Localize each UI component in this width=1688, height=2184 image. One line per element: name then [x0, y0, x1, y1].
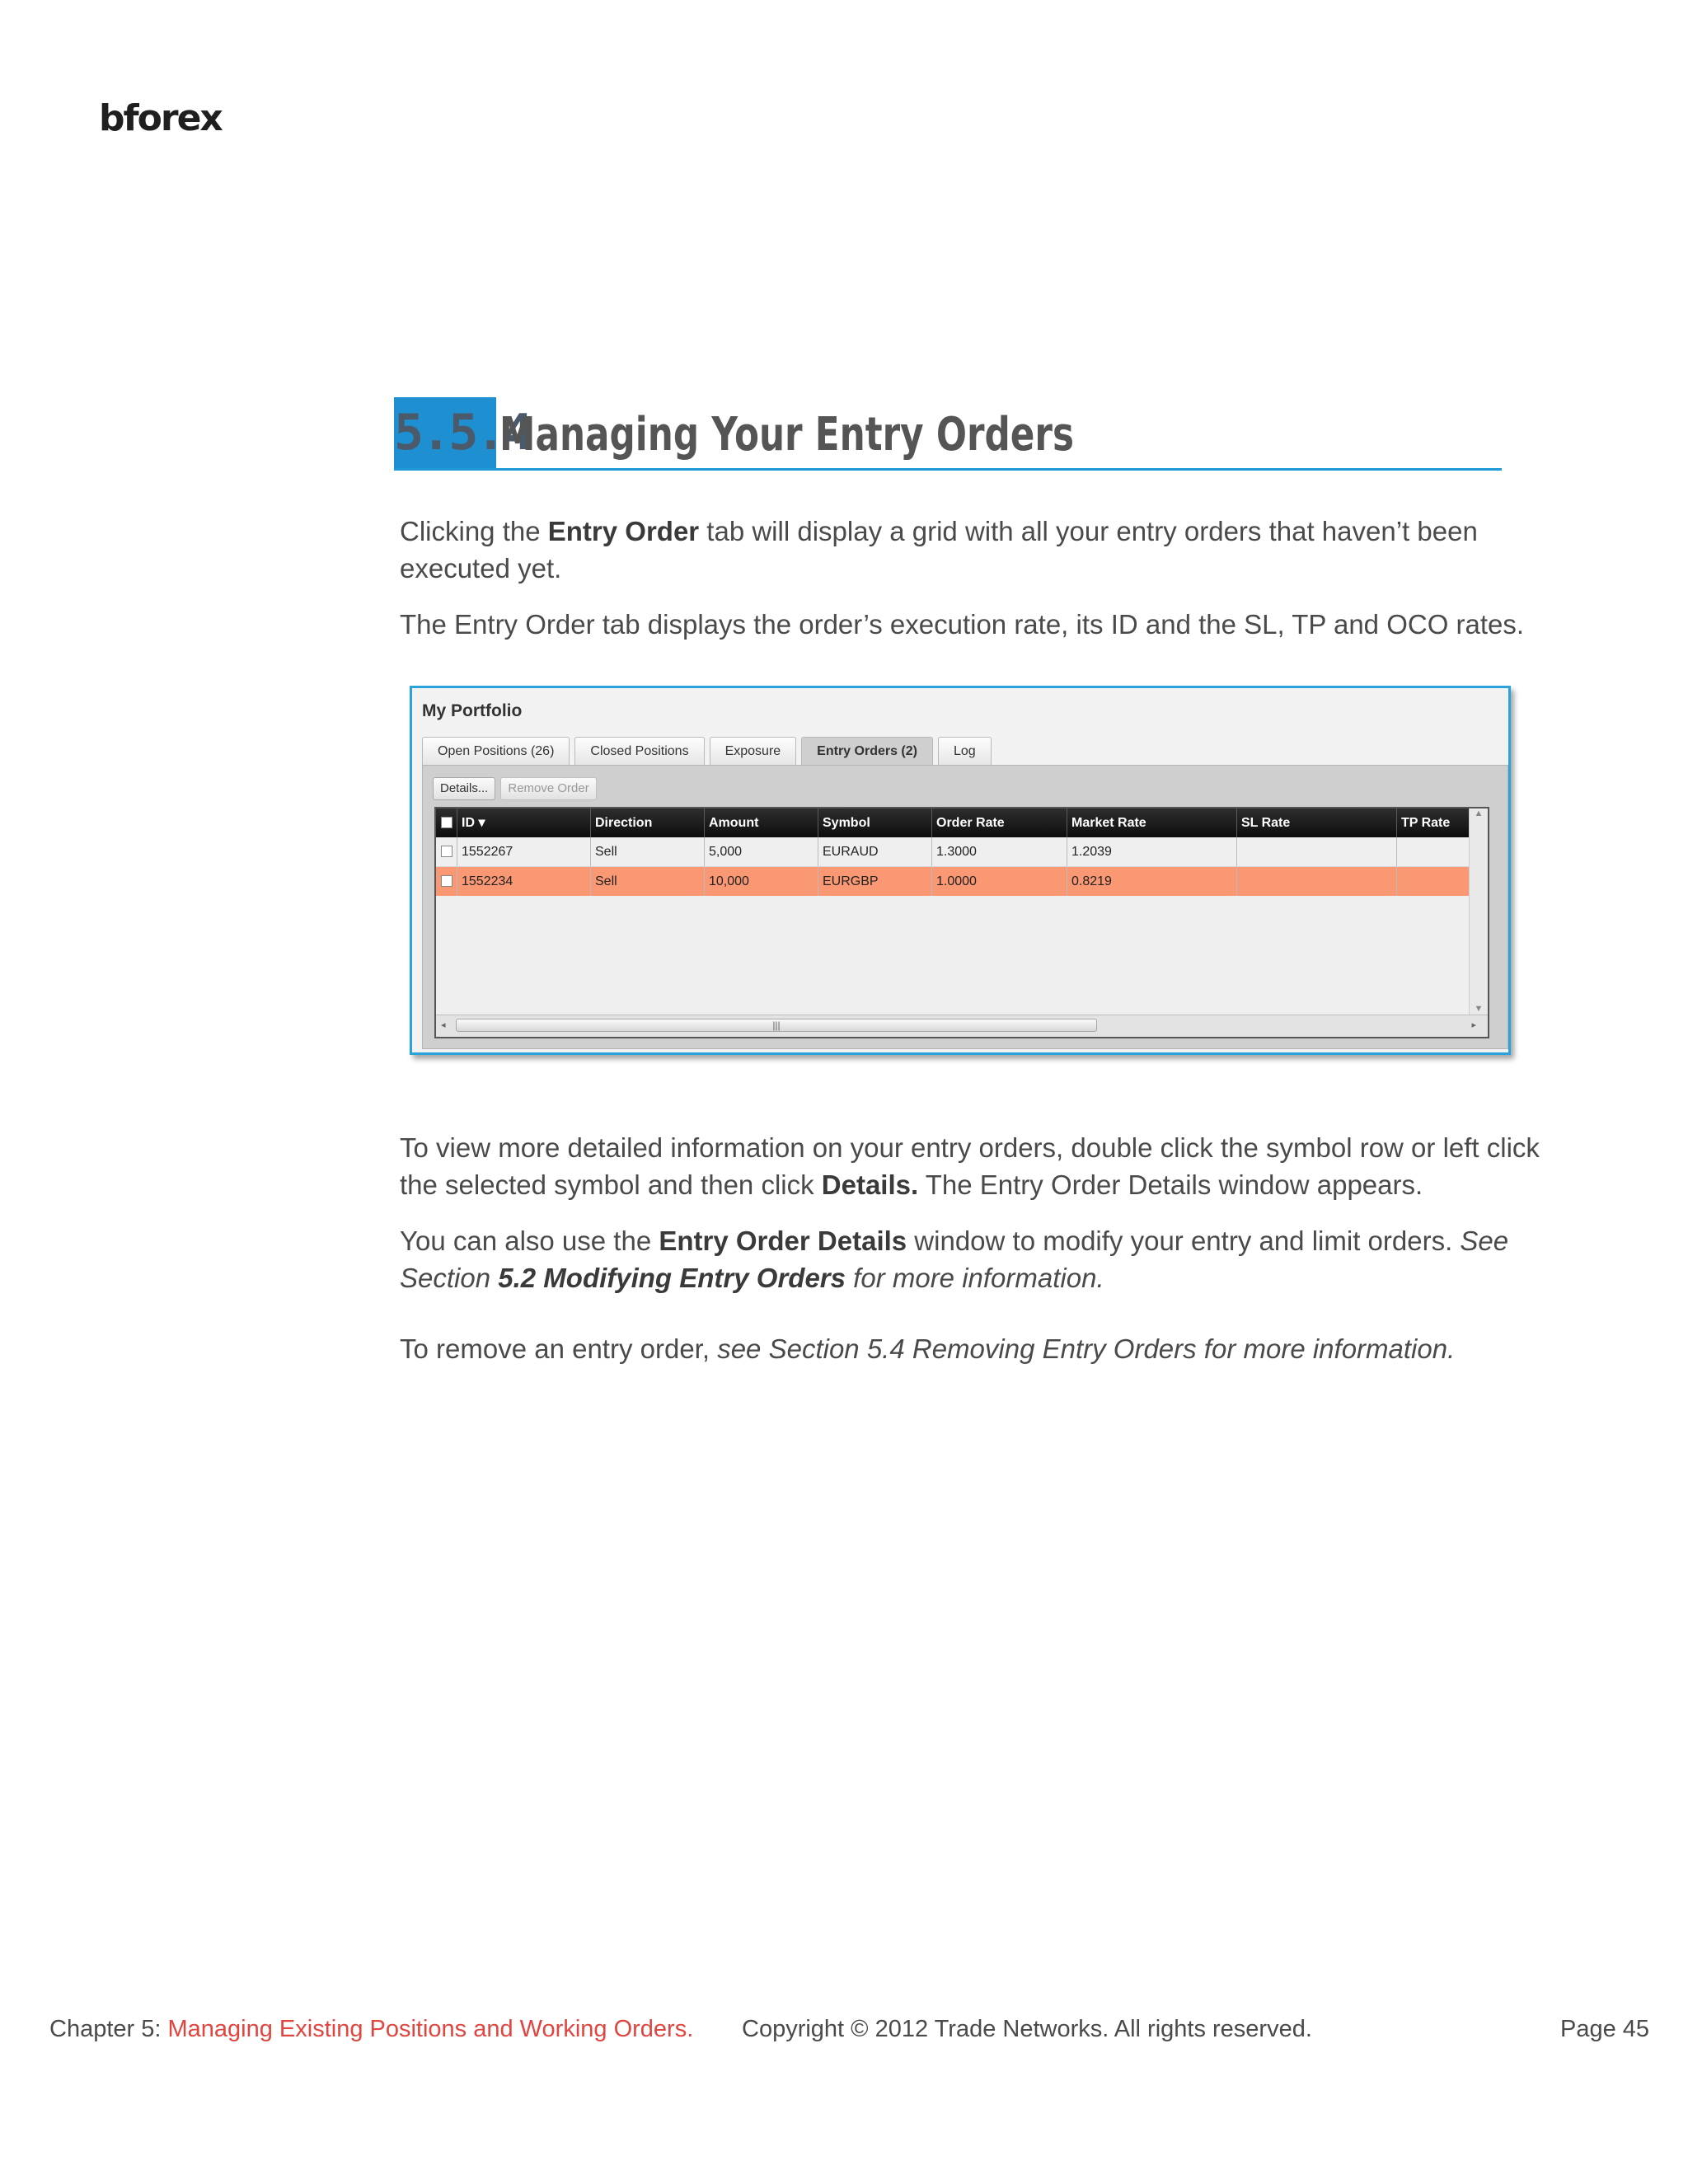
- table-row[interactable]: [436, 837, 1471, 867]
- select-all-cell: [436, 808, 457, 837]
- chapter-link[interactable]: Managing Existing Positions and Working Orders.: [167, 2016, 694, 2042]
- cell-tp-rate: [1397, 867, 1471, 896]
- section-heading: [394, 396, 1502, 471]
- column-header-amount[interactable]: Amount: [705, 808, 818, 837]
- paragraph-modify: [400, 1222, 1554, 1296]
- tab-log[interactable]: Log: [938, 737, 992, 765]
- horizontal-scrollbar[interactable]: [436, 1015, 1488, 1037]
- text: To view more detailed information on your entry orders, double click the symbol row or left click the selected symbol and then click: [400, 1132, 1540, 1200]
- footer-copyright: Copyright © 2012 Trade Networks. All rights reserved.: [742, 2016, 1312, 2042]
- bforex-logo: bforex: [99, 97, 222, 139]
- text: Clicking the: [400, 516, 548, 546]
- text: tab will display a grid with all your entry orders that haven’t been executed yet.: [400, 516, 1478, 583]
- text: To remove an entry order,: [400, 1333, 718, 1364]
- section-link: 5.2 Modifying Entry Orders: [498, 1263, 846, 1293]
- cell-id: 1552267: [457, 837, 591, 866]
- column-header-direction[interactable]: Direction: [591, 808, 705, 837]
- paragraph-intro: [400, 513, 1554, 587]
- row-select-cell: [436, 867, 457, 896]
- portfolio-tabs: [422, 737, 992, 765]
- select-all-checkbox[interactable]: [441, 817, 452, 828]
- tab-open-positions[interactable]: Open Positions (26): [422, 737, 570, 765]
- vertical-scrollbar[interactable]: [1469, 808, 1488, 1015]
- italic-text: for more information.: [846, 1263, 1104, 1293]
- footer-chapter: [49, 2016, 693, 2043]
- tab-exposure[interactable]: Exposure: [710, 737, 797, 765]
- remove-order-button[interactable]: Remove Order: [500, 777, 596, 800]
- cell-order-rate: 1.3000: [932, 837, 1067, 866]
- column-header-market-rate[interactable]: Market Rate: [1067, 808, 1237, 837]
- footer-page-number: Page 45: [1560, 2016, 1650, 2042]
- scroll-up-icon[interactable]: ▲: [1474, 808, 1484, 818]
- chapter-prefix: Chapter 5:: [49, 2016, 168, 2042]
- entry-orders-panel: [422, 765, 1508, 1049]
- paragraph-remove: [400, 1330, 1554, 1367]
- column-header-id[interactable]: ID ▾: [457, 808, 591, 837]
- bold-text: Entry Order Details: [659, 1226, 907, 1256]
- scroll-down-icon[interactable]: ▼: [1474, 1004, 1484, 1014]
- paragraph-details: [400, 1129, 1554, 1203]
- scroll-left-icon[interactable]: ◂: [441, 1020, 446, 1030]
- cell-direction: Sell: [591, 867, 705, 896]
- cell-sl-rate: [1237, 837, 1397, 866]
- italic-text: See Section: [400, 1226, 1509, 1293]
- row-select-cell: [436, 837, 457, 866]
- entry-orders-grid: [434, 807, 1489, 1038]
- portfolio-title: My Portfolio: [422, 701, 523, 720]
- column-header-symbol[interactable]: Symbol: [818, 808, 932, 837]
- cell-symbol: EURAUD: [818, 837, 932, 866]
- paragraph-entry-tab: The Entry Order tab displays the order’s execution rate, its ID and the SL, TP and OCO rates.: [400, 609, 1525, 640]
- cell-tp-rate: [1397, 837, 1471, 866]
- text: The Entry Order Details window appears.: [918, 1169, 1423, 1200]
- details-button[interactable]: Details...: [433, 777, 495, 800]
- bold-text: Details.: [821, 1169, 919, 1200]
- cell-id: 1552234: [457, 867, 591, 896]
- cell-amount: 5,000: [705, 837, 818, 866]
- table-row-selected[interactable]: [436, 867, 1471, 896]
- bold-text: Entry Order: [547, 516, 700, 546]
- cell-market-rate: 0.8219: [1067, 867, 1237, 896]
- cell-market-rate: 1.2039: [1067, 837, 1237, 866]
- italic-text: see Section 5.4 Removing Entry Orders for more information.: [717, 1333, 1456, 1364]
- scroll-thumb[interactable]: |||: [456, 1019, 1097, 1032]
- column-header-order-rate[interactable]: Order Rate: [932, 808, 1067, 837]
- tab-closed-positions[interactable]: Closed Positions: [574, 737, 704, 765]
- cell-sl-rate: [1237, 867, 1397, 896]
- scroll-right-icon[interactable]: ▸: [1471, 1020, 1476, 1030]
- text: You can also use the: [400, 1226, 659, 1256]
- section-title: Managing Your Entry Orders: [499, 408, 1074, 462]
- column-header-tp-rate[interactable]: TP Rate: [1397, 808, 1471, 837]
- cell-symbol: EURGBP: [818, 867, 932, 896]
- column-header-sl-rate[interactable]: SL Rate: [1237, 808, 1397, 837]
- row-checkbox[interactable]: [441, 875, 452, 887]
- grid-header: [436, 808, 1471, 837]
- cell-order-rate: 1.0000: [932, 867, 1067, 896]
- portfolio-screenshot: [410, 686, 1511, 1055]
- cell-direction: Sell: [591, 837, 705, 866]
- text: window to modify your entry and limit orders.: [907, 1226, 1461, 1256]
- section-number: 5.5.4: [394, 397, 496, 468]
- cell-amount: 10,000: [705, 867, 818, 896]
- tab-entry-orders[interactable]: Entry Orders (2): [801, 737, 933, 765]
- toolbar: [433, 777, 597, 800]
- row-checkbox[interactable]: [441, 846, 452, 857]
